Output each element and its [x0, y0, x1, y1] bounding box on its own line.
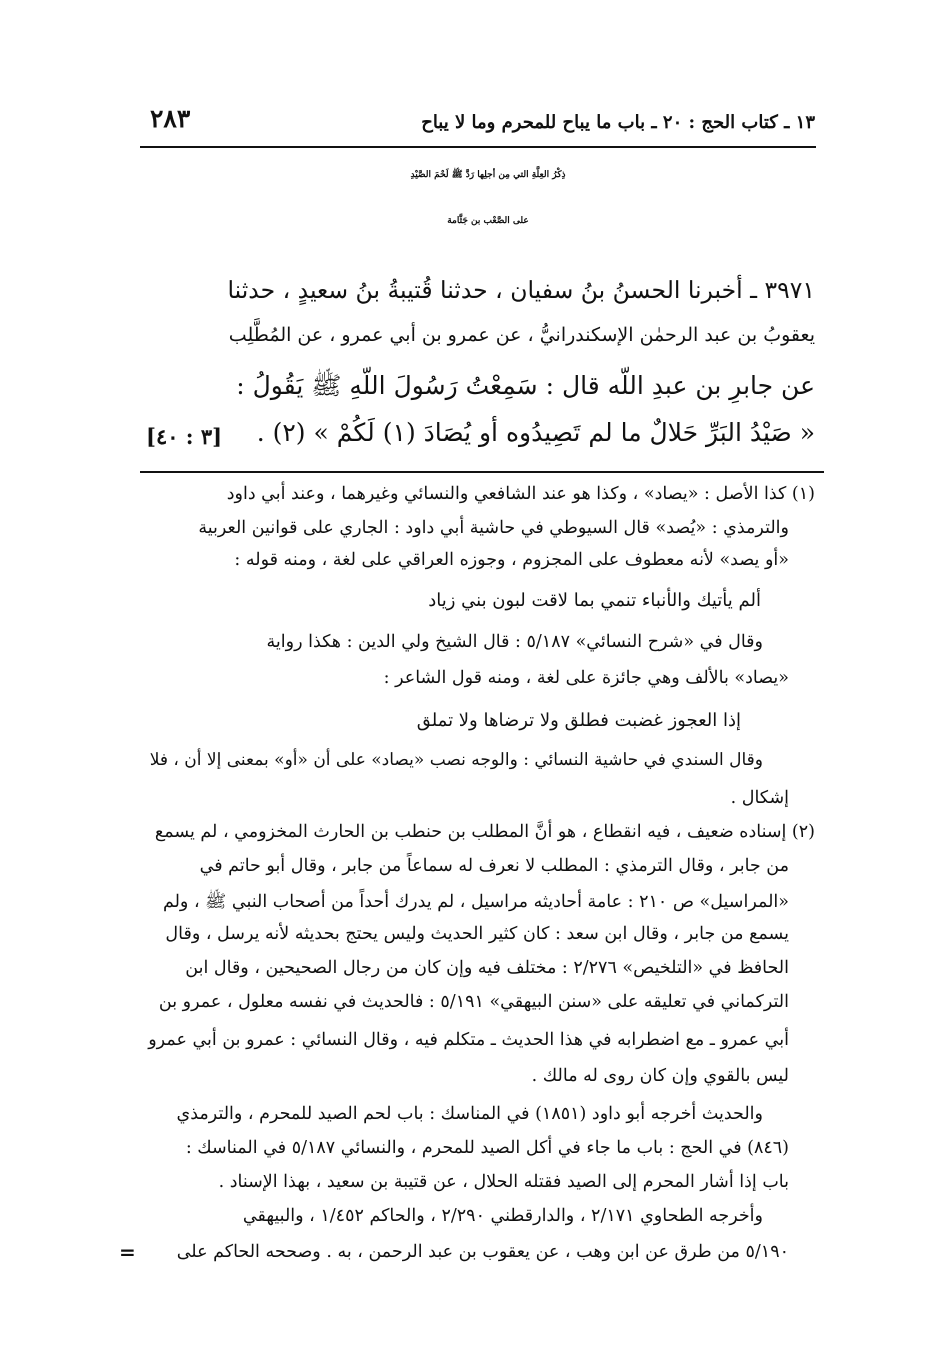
- hadith-line: عن جابرِ بن عبدِ اللّه قال : سَمِعْتُ رَسُولَ اللّهِ ﷺ يَقُولُ :: [236, 371, 815, 400]
- chapter-heading-line-2: على الصَّعْب بن جَثَّامة: [447, 216, 529, 226]
- hadith-line: يعقوبُ بن عبد الرحمٰن الإسكندرانيُّ ، عن عمرو بن أبي عمرو ، عن المُطَّلِب: [228, 324, 815, 346]
- footnote-line: (٢) إسناده ضعيف ، فيه انقطاع ، هو أنَّ المطلب بن حنطب بن الحارث المخزومي ، لم يسمع: [154, 822, 815, 842]
- footnote-line: وقال السندي في حاشية النسائي : والوجه نصب «يصاد» على أن «أو» بمعنى إلا أن ، فلا: [149, 750, 763, 770]
- footnote-line: الحافظ في «التلخيص» ٢/٢٧٦ : مختلف فيه وإن كان من رجال الصحيحين ، وقال ابن: [185, 958, 789, 978]
- footnote-line: وقال في «شرح النسائي» ٥/١٨٧ : قال الشيخ ولي الدين : هكذا رواية: [266, 632, 763, 652]
- continuation-mark: =: [119, 1240, 136, 1264]
- hadith-reference: [٣ : ٤٠]: [146, 424, 223, 449]
- running-header-title: ١٣ ـ كتاب الحج : ٢٠ ـ باب ما يباح للمحرم وما لا يباح: [421, 112, 815, 133]
- footnote-line: من جابر ، وقال الترمذي : المطلب لا نعرف له سماعاً من جابر ، وقال أبو حاتم في: [199, 856, 789, 876]
- footnote-line: ٥/١٩٠ من طرق عن ابن وهب ، عن يعقوب بن عبد الرحمن ، به . وصححه الحاكم على: [176, 1242, 789, 1262]
- footnote-line: «المراسيل» ص ٢١٠ : عامة أحاديثه مراسيل ، لم يدرك أحداً من أصحاب النبي ﷺ ، ولم: [162, 892, 789, 912]
- footnote-line: باب إذا أشار المحرم إلى الصيد فقتله الحلال ، عن قتيبة بن سعيد ، بهذا الإسناد .: [218, 1172, 789, 1192]
- footnote-line: والترمذي : «يُصد» قال السيوطي في حاشية أبي داود : الجاري على قوانين العربية: [198, 518, 789, 538]
- footnote-line: (٨٤٦) في الحج : باب ما جاء في أكل الصيد للمحرم ، والنسائي ٥/١٨٧ في المناسك :: [185, 1138, 789, 1158]
- hadith-line: « صَيْدُ البَرِّ حَلالٌ ما لم تَصِيدُوه أو يُصَادَ (١) لَكُمْ » (٢) .: [256, 418, 815, 447]
- footnote-line: وأخرجه الطحاوي ٢/١٧١ ، والدارقطني ٢/٢٩٠ ، والحاكم ١/٤٥٢ ، والبيهقي: [242, 1206, 763, 1226]
- footnote-line: «يصاد» بالألف وهي جائزة على لغة ، ومنه قول الشاعر :: [383, 668, 789, 688]
- footnote-line: التركماني في تعليقه على «سنن البيهقي» ٥/١٩١ : فالحديث في نفسه معلول ، عمرو بن: [158, 992, 789, 1012]
- chapter-heading-line-1: ذِكْرُ العِلَّةِ التي مِن أجلِها رَدَّ ﷺ لَحْمَ الصَّيْدِ: [410, 170, 566, 180]
- footnote-divider: [140, 471, 824, 473]
- footnote-line: ليس بالقوي وإن كان روى له مالك .: [531, 1066, 789, 1086]
- footnote-verse: إذا العجوز غضبت فطلق ولا ترضاها ولا تملق: [416, 710, 741, 731]
- hadith-line: ٣٩٧١ ـ أخبرنا الحسنُ بنُ سفيان ، حدثنا قُتيبةُ بنُ سعيدٍ ، حدثنا: [227, 276, 815, 304]
- header-divider: [140, 146, 816, 148]
- footnote-line: «أو يصد» لأنه معطوف على المجزوم ، وجوزه العراقي على لغة ، ومنه قوله :: [234, 550, 789, 570]
- footnote-verse: ألم يأتيك والأنباء تنمي بما لاقت لبون بني زياد: [428, 590, 761, 611]
- footnote-line: والحديث أخرجه أبو داود (١٨٥١) في المناسك : باب لحم الصيد للمحرم ، والترمذي: [176, 1104, 763, 1124]
- footnote-line: إشكال .: [730, 788, 789, 808]
- page-number: ٢٨٣: [150, 104, 191, 133]
- footnote-line: أبي عمرو ـ مع اضطرابه في هذا الحديث ـ متكلم فيه ، وقال النسائي : عمرو بن أبي عمرو: [148, 1030, 789, 1050]
- footnote-line: يسمع من جابر ، وقال ابن سعد : كان كثير الحديث وليس يحتج بحديثه لأنه يرسل ، وقال: [165, 924, 789, 944]
- footnote-line: (١) كذا الأصل : «يصاد» ، وكذا هو عند الشافعي والنسائي وغيرهما ، وعند أبي داود: [226, 484, 815, 504]
